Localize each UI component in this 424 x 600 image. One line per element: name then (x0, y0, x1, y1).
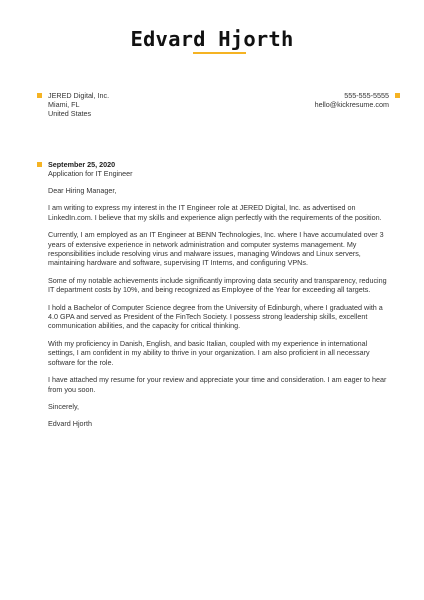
letter-paragraph: I hold a Bachelor of Computer Science degree from the University of Edinburgh, where I graduated with a 4.0 GPA and served as President of the FinTech Society. I possess strong leadership skills, excellent communication abilities, and the capacity for critical thinking. (48, 302, 383, 331)
recipient-address-block (37, 91, 109, 119)
letter-paragraph: Some of my notable achievements include significantly improving data security and transparency, reducing IT department costs by 10%, and being recognized as Employee of the Year for exceeding all targets. (48, 275, 387, 295)
letter-paragraph: I am writing to express my interest in the IT Engineer role at JERED Digital, Inc. as advertised on LinkedIn.com. I believe that my skills and experience align perfectly with the requirements of the position. (48, 203, 382, 222)
letter-body (48, 186, 393, 437)
letter-paragraph: Currently, I am employed as an IT Engineer at BENN Technologies, Inc. where I have accumulated over 3 years of extensive experience in network administration and computer systems management. My responsibilities include resolving virus and malware issues, managing Windows and Linux servers, maintaining hardware and software, supervising IT Interns, and configuring VPNs. (48, 230, 384, 268)
applicant-name: Edvard Hjorth (130, 27, 294, 51)
date-subject-block (37, 160, 133, 178)
square-bullet-icon (37, 162, 42, 167)
letter-subject: Application for IT Engineer (48, 169, 133, 179)
contact-email: hello@kickresume.com (314, 100, 389, 110)
name-underline-accent (193, 52, 246, 54)
letter-paragraph: With my proficiency in Danish, English, and basic Italian, coupled with my experience in international settings, I am confident in my ability to thrive in your organization. I am also proficient in all necessary software for the role. (48, 338, 370, 367)
letter-date: September 25, 2020 (48, 160, 116, 169)
recipient-company: JERED Digital, Inc. (48, 91, 110, 100)
letter-greeting: Dear Hiring Manager, (48, 186, 117, 195)
recipient-city: Miami, FL (48, 100, 80, 110)
contact-phone: 555-555-5555 (344, 91, 389, 100)
square-bullet-icon (395, 93, 400, 98)
letter-closing: Sincerely, (48, 401, 80, 411)
letter-signature: Edvard Hjorth (48, 419, 92, 429)
letter-paragraph: I have attached my resume for your review and appreciate your time and consideration. I am eager to hear from you soon. (48, 375, 387, 394)
square-bullet-icon (37, 93, 42, 98)
recipient-country: United States (48, 109, 92, 119)
contact-block (315, 91, 400, 109)
